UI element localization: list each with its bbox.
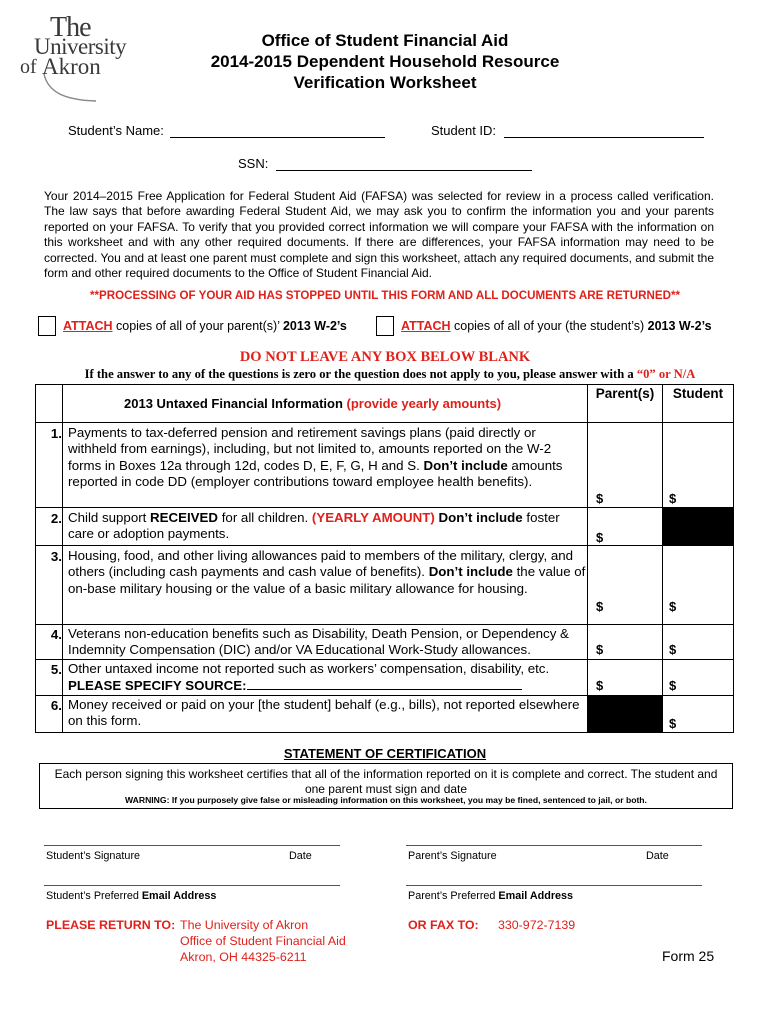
row-3-text: Housing, food, and other living allowances paid to members of the military, clergy, and others (including cash payments and cash value of benefits). [68,548,574,580]
col-header-parents: Parent(s) [595,386,655,401]
certification-title: STATEMENT OF CERTIFICATION [283,746,487,761]
blocked-student-row-2 [663,508,733,545]
parent-email-field[interactable] [406,885,702,886]
parent-signature-field[interactable] [406,845,702,846]
parent-email-pre: Parent’s Preferred [408,890,499,902]
row-6-student-amount[interactable]: $ [669,716,677,731]
ssn-label: SSN: [238,156,269,171]
row-5-student-amount[interactable]: $ [669,678,677,693]
attach-word: ATTACH [63,319,113,333]
attach-parent-w2-text [63,319,347,333]
student-name-label: Student’s Name: [68,123,164,138]
logo-word-akron: Akron [42,54,101,79]
row-5-description [68,661,586,695]
zero-instruction-text: If the answer to any of the questions is zero or the question does not apply to you, please answer with a [84,367,637,381]
return-address-line-1: The University of Akron [180,918,309,932]
student-signature-label: Student’s Signature [46,850,141,862]
row-2-text-mid: for all children. [218,510,312,525]
row-2-bold: RECEIVED [150,510,219,525]
row-4-student-amount[interactable]: $ [669,642,677,657]
row-number: 2. [50,511,62,526]
parent-signature-label: Parent’s Signature [408,850,497,862]
form-number: Form 25 [662,948,715,964]
attach-parent-desc: copies of all of your parent(s)’ [112,319,283,333]
row-1-parent-amount[interactable]: $ [596,491,604,506]
row-6-description: Money received or paid on your [the student] behalf (e.g., bills), not reported elsewhere on this form. [68,697,580,729]
attach-student-w2-text [401,319,712,333]
row-1-student-amount[interactable]: $ [669,491,677,506]
untaxed-income-table [35,384,734,733]
row-4-description: Veterans non-education benefits such as Disability, Death Pension, or Dependency & Indemnity Compensation (DIC) and/or VA Educational Work-Study allowances. [68,626,569,658]
student-email-pre: Student’s Preferred [46,890,142,902]
attach-parent-w2-checkbox[interactable] [38,316,56,336]
student-email-field[interactable] [44,885,340,886]
return-address-line-3: Akron, OH 44325-6211 [180,950,307,964]
row-2-parent-amount[interactable]: $ [596,530,604,545]
certification-box [39,763,733,809]
row-2-text-end: foster care or adoption payments. [68,510,560,542]
row-1-text: Payments to tax-deferred pension and retirement savings plans (paid directly or withheld from earnings), including, but not limited to, amounts reported on the W-2 forms in Boxes 12a through 12d, codes D, E, F, G, H and S. [68,425,552,473]
row-1-bold: Don’t include [423,457,508,473]
intro-paragraph: Your 2014–2015 Free Application for Federal Student Aid (FAFSA) was selected for review in a process called verification. The law says that before awarding Federal Student Aid, we may ask you to confirm the information you and your parents reported on your FAFSA. To verify that you provided correct information we will compare your FAFSA with the information on this worksheet and with any other required documents. If there are differences, your FAFSA information may need to be corrected. You and at least one parent must complete and sign this worksheet, attach any required documents, and submit the form and other required documents to the Office of Student Financial Aid. [44,189,714,281]
row-2-description [68,510,586,543]
row-4-parent-amount[interactable]: $ [596,642,604,657]
row-number: 3. [50,549,62,564]
student-name-field[interactable] [170,123,385,138]
row-5-source-field[interactable] [247,677,522,690]
processing-notice: **PROCESSING OF YOUR AID HAS STOPPED UNTIL THIS FORM AND ALL DOCUMENTS ARE RETURNED** [89,289,681,302]
parent-email-bold: Email Address [498,890,574,902]
return-address-line-2: Office of Student Financial Aid [180,934,346,948]
row-3-student-amount[interactable]: $ [669,599,677,614]
logo-swoosh-icon [40,74,100,104]
parent-date-label: Date [646,850,669,862]
student-id-field[interactable] [504,123,704,138]
row-5-specify-label: PLEASE SPECIFY SOURCE: [68,678,247,694]
title-line-2: 2014-2015 Dependent Household Resource [210,52,560,71]
col-header-student: Student [672,386,724,401]
table-header-note: (provide yearly amounts) [346,396,502,411]
page-title [150,30,620,93]
row-1-description [68,425,586,490]
fax-number: 330-972-7139 [498,918,576,932]
table-header-title [124,396,501,412]
title-line-3: Verification Worksheet [293,73,477,92]
student-email-bold: Email Address [141,890,217,902]
student-id-label: Student ID: [431,123,497,138]
fax-label: OR FAX TO: [408,918,479,932]
student-signature-field[interactable] [44,845,340,846]
attach-word: ATTACH [401,319,451,333]
blocked-parent-row-6 [588,696,662,732]
student-email-label [46,890,216,902]
row-number: 4. [50,627,62,642]
attach-student-desc: copies of all of your (the student’s) [450,319,648,333]
return-label: PLEASE RETURN TO: [46,918,176,932]
certification-text: Each person signing this worksheet certifies that all of the information reported on it is complete and correct. The student and one parent must sign and date [54,767,718,796]
parent-email-label [408,890,573,902]
row-3-text-end: the value of on-base military housing or the value of a basic military allowance for housing. [68,564,586,596]
table-header-main: 2013 Untaxed Financial Information [124,396,347,411]
university-logo [20,12,150,104]
row-2-red: (YEARLY AMOUNT) [311,510,435,525]
certification-warning: WARNING: If you purposely give false or misleading information on this worksheet, you may be fined, sentenced to jail, or both. [125,795,647,805]
row-2-bold-2: Don’t include [434,510,523,525]
attach-student-w2-checkbox[interactable] [376,316,394,336]
row-3-description [68,548,586,597]
row-3-parent-amount[interactable]: $ [596,599,604,614]
zero-instruction-answer: “0” or N/A [636,367,696,381]
row-1-text-end: amounts reported in code DD (employer contributions toward employee health benefits). [68,457,563,489]
attach-student-bold: 2013 W-2’s [647,319,712,333]
row-2-text: Child support [68,510,151,525]
title-line-1: Office of Student Financial Aid [261,31,509,50]
do-not-leave-blank-heading: DO NOT LEAVE ANY BOX BELOW BLANK [239,349,531,365]
row-number: 6. [50,698,62,713]
student-date-label: Date [289,850,312,862]
row-number: 1. [50,426,62,441]
ssn-field[interactable] [276,156,532,171]
logo-word-the: The [50,12,91,43]
row-3-bold: Don’t include [428,564,513,580]
row-5-text: Other untaxed income not reported such as workers’ compensation, disability, etc. [68,661,550,676]
logo-word-university: University [34,34,127,59]
attach-parent-bold: 2013 W-2’s [282,319,347,333]
row-number: 5. [50,662,62,677]
logo-word-of: of [20,56,37,78]
row-5-parent-amount[interactable]: $ [596,678,604,693]
zero-instruction [20,367,760,382]
